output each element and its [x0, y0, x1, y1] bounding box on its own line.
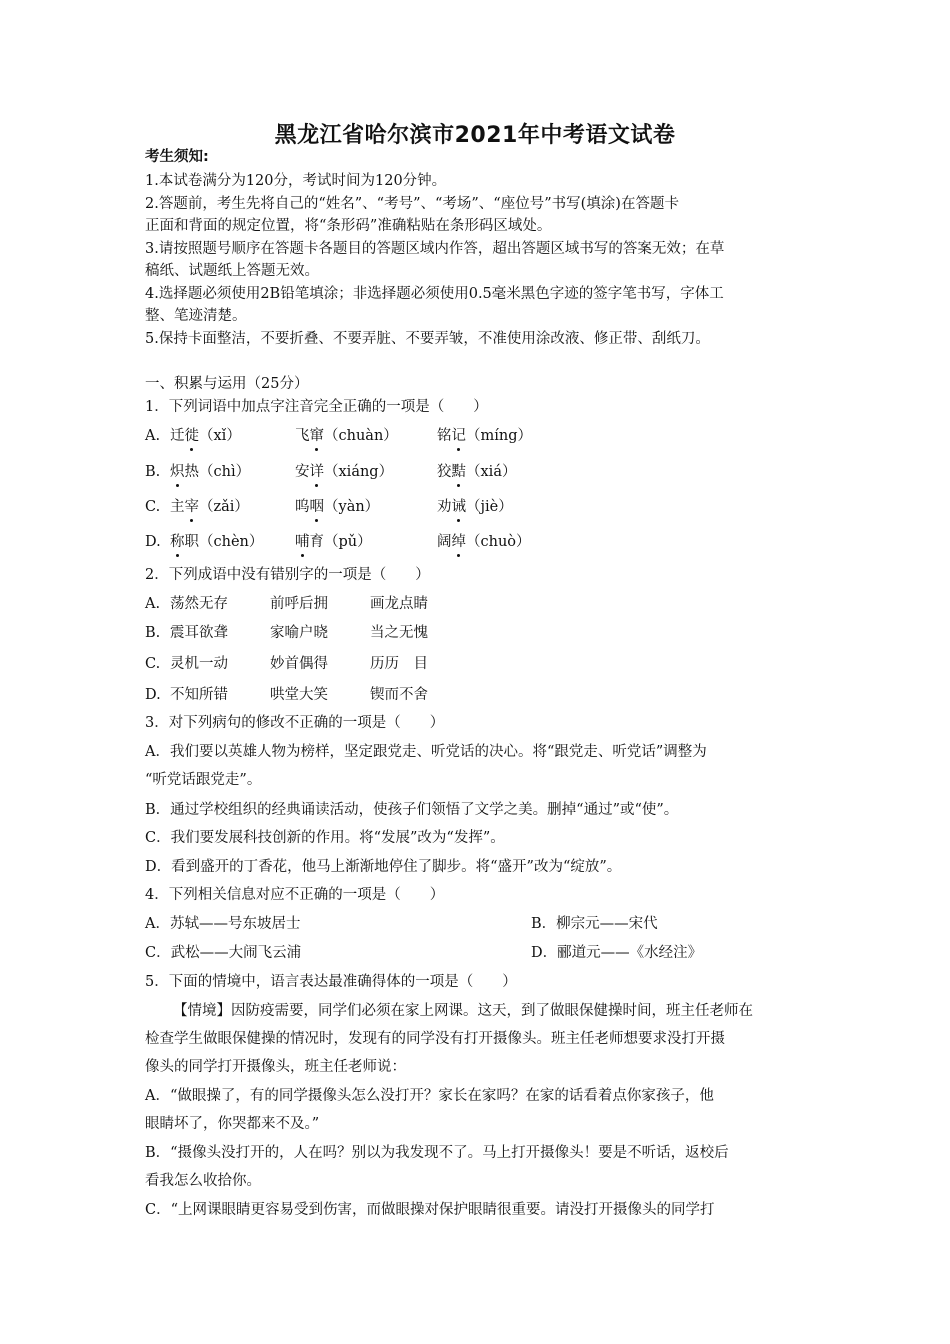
q2-option-b-letter: B.: [145, 625, 161, 641]
q2-option-c-letter: C.: [145, 656, 161, 672]
q1-option-d-word-1: 称职（chèn）: [170, 534, 264, 550]
q2-option-a-idiom-3: 画龙点睛: [370, 596, 428, 612]
q3-option-line: D．看到盛开的丁香花，他马上渐渐地停住了脚步。将“盛开”改为“绽放”。: [145, 859, 622, 875]
question-4-stem: 4．下列相关信息对应不正确的一项是（ ）: [145, 887, 445, 903]
q2-option-c-idiom-3: 历历 目: [370, 656, 428, 672]
q2-option-a-letter: A.: [145, 596, 161, 612]
notice-line: 整、笔迹清楚。: [145, 308, 247, 324]
q2-option-c-idiom-1: 灵机一动: [170, 656, 228, 672]
notice-line: 1.本试卷满分为120分，考试时间为120分钟。: [145, 173, 447, 189]
q2-option-b-idiom-2: 家喻户晓: [270, 625, 328, 641]
notice-line: 5.保持卡面整洁，不要折叠、不要弄脏、不要弄皱，不准使用涂改液、修正带、刮纸刀。: [145, 331, 710, 347]
q1-option-a-word-1: 迁徙（xǐ）: [170, 428, 241, 444]
question-1-stem: 1．下列词语中加点字注音完全正确的一项是（ ）: [145, 399, 488, 415]
q3-option-line: “听党话跟党走”。: [145, 772, 262, 788]
question-5-stem: 5．下面的情境中，语言表达最准确得体的一项是（ ）: [145, 974, 517, 990]
q5-context-line: 【情境】因防疫需要，同学们必须在家上网课。这天，到了做眼保健操时间，班主任老师在: [173, 1003, 753, 1019]
question-2-stem: 2．下列成语中没有错别字的一项是（ ）: [145, 567, 430, 583]
q3-option-line: B．通过学校组织的经典诵读活动，使孩子们领悟了文学之美。删掉“通过”或“使”。: [145, 802, 679, 818]
q1-option-c-word-3: 劝诫（jiè）: [437, 499, 513, 515]
q2-option-a-idiom-1: 荡然无存: [170, 596, 228, 612]
notice-line: 稿纸、试题纸上答题无效。: [145, 263, 319, 279]
notice-line: 4.选择题必须使用2B铅笔填涂；非选择题必须使用0.5毫米黑色字迹的签字笔书写，字体工: [145, 286, 724, 302]
section-heading: 一、积累与运用（25分）: [145, 376, 309, 392]
notice-line: 3.请按照题号顺序在答题卡各题目的答题区域内作答，超出答题区域书写的答案无效；在草: [145, 241, 725, 257]
q3-option-line: C．我们要发展科技创新的作用。将“发展”改为“发挥”。: [145, 830, 505, 846]
q2-option-b-idiom-1: 震耳欲聋: [170, 625, 228, 641]
q1-option-d-word-3: 阔绰（chuò）: [437, 534, 531, 550]
page-title: 黑龙江省哈尔滨市2021年中考语文试卷: [274, 123, 676, 148]
q2-option-d-idiom-2: 哄堂大笑: [270, 687, 328, 703]
q5-context-line: 像头的同学打开摄像头，班主任老师说：: [145, 1059, 406, 1075]
q1-option-c-letter: C.: [145, 499, 161, 515]
q1-option-d-letter: D.: [145, 534, 161, 550]
q1-option-c-word-1: 主宰（zǎi）: [170, 499, 249, 515]
q1-option-d-word-2: 哺育（pǔ）: [295, 534, 372, 550]
q3-option-line: A．我们要以英雄人物为榜样，坚定跟党走、听党话的决心。将“跟党走、听党话”调整为: [145, 744, 707, 760]
q1-option-b-word-1: 炽热（chì）: [170, 464, 251, 480]
q1-option-a-letter: A.: [145, 428, 161, 444]
q4-option-c: C．武松——大闹飞云浦: [145, 945, 302, 961]
q1-option-b-letter: B.: [145, 464, 161, 480]
q1-option-a-word-2: 飞窜（chuàn）: [295, 428, 398, 444]
q4-option-b: B．柳宗元——宋代: [531, 916, 658, 932]
q5-context-line: 检查学生做眼保健操的情况时，发现有的同学没有打开摄像头。班主任老师想要求没打开摄: [145, 1031, 725, 1047]
q5-option-line: B．“摄像头没打开的，人在吗？别以为我发现不了。马上打开摄像头！要是不听话，返校后: [145, 1145, 729, 1161]
q1-option-a-word-3: 铭记（míng）: [437, 428, 533, 444]
notice-heading: 考生须知:: [145, 149, 209, 165]
q1-option-c-word-2: 呜咽（yàn）: [295, 499, 380, 515]
q5-option-line: C．“上网课眼睛更容易受到伤害，而做眼操对保护眼睛很重要。请没打开摄像头的同学打: [145, 1202, 715, 1218]
notice-line: 正面和背面的规定位置，将“条形码”准确粘贴在条形码区域处。: [145, 218, 552, 234]
q5-option-line: 眼睛坏了，你哭都来不及。”: [145, 1116, 320, 1132]
q2-option-b-idiom-3: 当之无愧: [370, 625, 428, 641]
q1-option-b-word-2: 安详（xiáng）: [295, 464, 394, 480]
q2-option-a-idiom-2: 前呼后拥: [270, 596, 328, 612]
q2-option-c-idiom-2: 妙首偶得: [270, 656, 328, 672]
q4-option-d: D．郦道元——《水经注》: [531, 945, 703, 961]
q2-option-d-letter: D.: [145, 687, 161, 703]
q5-option-line: 看我怎么收拾你。: [145, 1173, 261, 1189]
notice-line: 2.答题前，考生先将自己的“姓名”、“考号”、“考场”、“座位号”书写(填涂)在答题卡: [145, 196, 679, 212]
q5-option-line: A．“做眼操了，有的同学摄像头怎么没打开？家长在家吗？在家的话看着点你家孩子，他: [145, 1088, 714, 1104]
q4-option-a: A．苏轼——号东坡居士: [145, 916, 301, 932]
q2-option-d-idiom-1: 不知所错: [170, 687, 228, 703]
q1-option-b-word-3: 狡黠（xiá）: [437, 464, 517, 480]
q2-option-d-idiom-3: 锲而不舍: [370, 687, 428, 703]
question-3-stem: 3．对下列病句的修改不正确的一项是（ ）: [145, 715, 445, 731]
